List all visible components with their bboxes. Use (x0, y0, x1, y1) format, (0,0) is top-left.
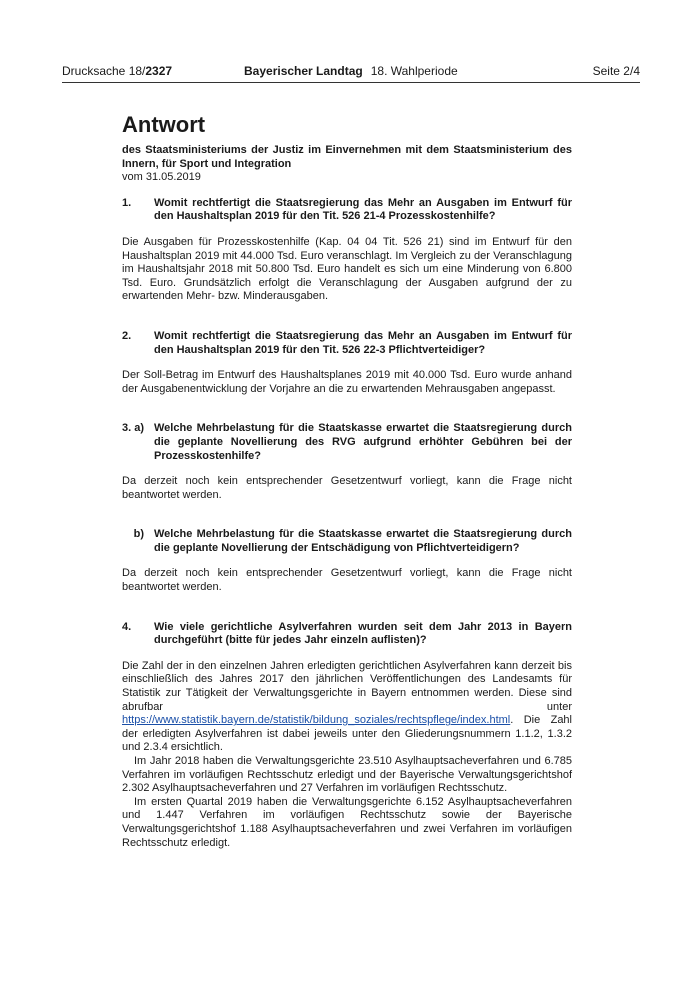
landtag-name: Bayerischer Landtag (244, 64, 363, 78)
question-number: 2. (122, 329, 132, 342)
answer-3a: Da derzeit noch kein entsprechender Gesetzentwurf vorliegt, kann die Frage nicht beantwortet werden. (122, 475, 572, 501)
question-3a (122, 422, 572, 463)
question-text: Womit rechtfertigt die Staatsregierung das Mehr an Ausgaben im Entwurf für den Haushaltsplan 2019 für den Tit. 526 22-3 Pflichtverteidiger? (154, 329, 572, 356)
statistik-bayern-link[interactable]: https://www.statistik.bayern.de/statistik/bildung_soziales/rechtspflege/index.html (122, 714, 511, 727)
question-text: Wie viele gerichtliche Asylverfahren wurden seit dem Jahr 2013 in Bayern durchgeführt (bitte für jedes Jahr einzeln auflisten)? (154, 620, 572, 647)
drucksache-number: 2327 (145, 64, 173, 78)
question-number: 4. (122, 620, 132, 633)
document-subtitle: des Staatsministeriums der Justiz im Einvernehmen mit dem Staatsministerium des Innern, für Sport und Integration (122, 144, 572, 170)
document-title: Antwort (122, 112, 206, 137)
document-date: vom 31.05.2019 (122, 171, 201, 184)
answer-3b: Da derzeit noch kein entsprechender Gesetzentwurf vorliegt, kann die Frage nicht beantwortet werden. (122, 567, 572, 594)
question-number: 3. a) (122, 422, 145, 435)
wahlperiode: 18. Wahlperiode (370, 64, 458, 78)
answer-2: Der Soll-Betrag im Entwurf des Haushaltsplanes 2019 mit 40.000 Tsd. Euro wurde anhand der Ausgabenentwicklung der Vorjahre an die zu erwartenden Mehrausgaben angepasst. (122, 369, 572, 395)
question-2 (122, 330, 572, 357)
drucksache-label: Drucksache 18/2327 (62, 64, 173, 78)
question-text: Womit rechtfertigt die Staatsregierung das Mehr an Ausgaben im Entwurf für den Haushaltsplan 2019 für den Tit. 526 21-4 Prozesskostenhilfe? (154, 196, 572, 223)
question-4 (122, 621, 572, 648)
question-1 (122, 197, 572, 224)
answer-4-paragraph-3: Im ersten Quartal 2019 haben die Verwaltungsgerichte 6.152 Asylhauptsacheverfahren und 1.447 Verfahren im vorläufigen Rechtsschutz sowie der Bayerische Verwaltungsgerichtshof 1.188 Asylhauptsacheverfahren und zwei Verfahren im vorläufigen Rechtsschutz erledigt. (122, 795, 572, 849)
answer-4-paragraph-1: Die Zahl der in den einzelnen Jahren erledigten gerichtlichen Asylverfahren kann derzeit bis einschließlich des Jahres 2017 den jährlichen Veröffentlichungen des Landesamts für Statistik zur Tätigkeit der Verwaltungsgerichte in Bayern entnommen werden. Diese sind abrufbar unter https://www.statistik.bayern.de/statistik/bildung_soziales/rechtspflege/index.html. Die Zahl der erledigten Asylverfahren ist dabei jeweils unter den Gliederungsnummern 1.1.2, 1.3.2 und 2.3.4 ersichtlich. (122, 659, 572, 754)
page-header (62, 63, 640, 83)
page-number: Seite 2/4 (592, 64, 640, 78)
question-number: 1. (122, 196, 132, 209)
document-body (122, 112, 572, 850)
answer-1: Die Ausgaben für Prozesskostenhilfe (Kap. 04 04 Tit. 526 21) sind im Entwurf für den Haushaltsplan 2019 mit 44.000 Tsd. Euro veranschlagt. Im Vergleich zu der Veranschlagung im Haushaltsjahr 2018 mit 50.800 Tsd. Euro handelt es sich um eine Minderung von 6.800 Tsd. Euro. Grundsätzlich erfolgt die Veranschlagung der Ausgaben aufgrund der zu erwartenden Mehr- bzw. Minderausgaben. (122, 235, 572, 303)
question-3b (122, 528, 572, 555)
answer-4-paragraph-2: Im Jahr 2018 haben die Verwaltungsgerichte 23.510 Asylhauptsacheverfahren und 6.785 Verfahren im vorläufigen Rechtsschutz erledigt und der Bayerische Verwaltungsgerichtshof 2.302 Asylhauptsacheverfahren und 27 Verfahren im vorläufigen Rechtsschutz. (122, 755, 572, 795)
landtag-label (244, 63, 458, 79)
question-number: b) (133, 528, 144, 541)
question-text: Welche Mehrbelastung für die Staatskasse erwartet die Staatsregierung durch die geplante Novellierung der Entschädigung von Pflichtverteidigern? (154, 528, 572, 554)
question-text: Welche Mehrbelastung für die Staatskasse erwartet die Staatsregierung durch die geplante Novellierung des RVG aufgrund erhöhter Gebühren bei der Prozesskostenhilfe? (154, 422, 572, 462)
